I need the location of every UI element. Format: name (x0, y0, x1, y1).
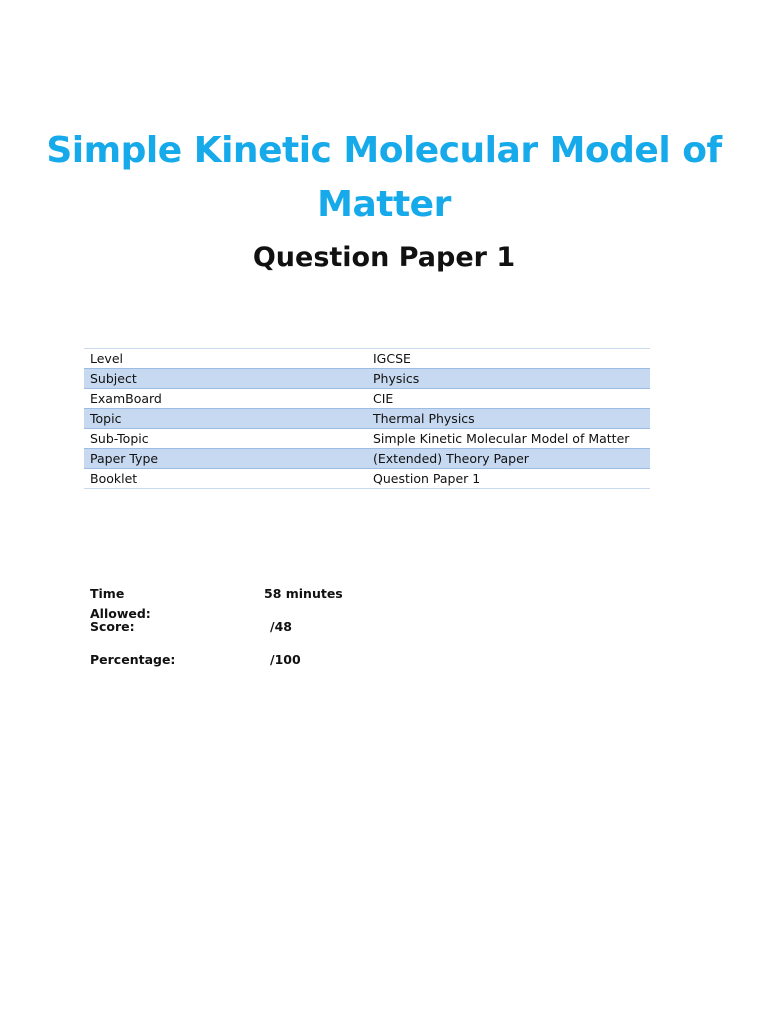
row-label: Booklet (90, 471, 138, 486)
row-label: Level (90, 351, 123, 366)
row-value: IGCSE (373, 351, 411, 366)
table-row-booklet (84, 469, 650, 489)
time-allowed-label: Time Allowed: (90, 586, 151, 621)
time-allowed-value: 58 minutes (264, 586, 343, 601)
document-subtitle: Question Paper 1 (252, 242, 516, 273)
row-value: CIE (373, 391, 394, 406)
row-label: ExamBoard (90, 391, 162, 406)
score-value: /48 (270, 619, 292, 634)
table-row-paper-type (84, 449, 650, 469)
row-label: Sub-Topic (90, 431, 149, 446)
row-label: Paper Type (84, 449, 367, 469)
row-label: Subject (84, 369, 367, 389)
table-row-level (84, 349, 650, 369)
score-label: Score: (90, 619, 135, 634)
row-value: Question Paper 1 (373, 471, 481, 486)
table-row-topic (84, 409, 650, 429)
percentage-value: /100 (270, 652, 301, 667)
table-row-examboard (84, 389, 650, 409)
table-row-sub-topic (84, 429, 650, 449)
row-label: Topic (84, 409, 367, 429)
row-value: (Extended) Theory Paper (367, 449, 650, 469)
row-value: Thermal Physics (367, 409, 650, 429)
row-value: Physics (367, 369, 650, 389)
row-value: Simple Kinetic Molecular Model of Matter (373, 431, 630, 446)
percentage-label: Percentage: (90, 652, 176, 667)
info-table (84, 348, 650, 489)
document-title: Simple Kinetic Molecular Model of Matter (46, 130, 722, 225)
table-row-subject (84, 369, 650, 389)
